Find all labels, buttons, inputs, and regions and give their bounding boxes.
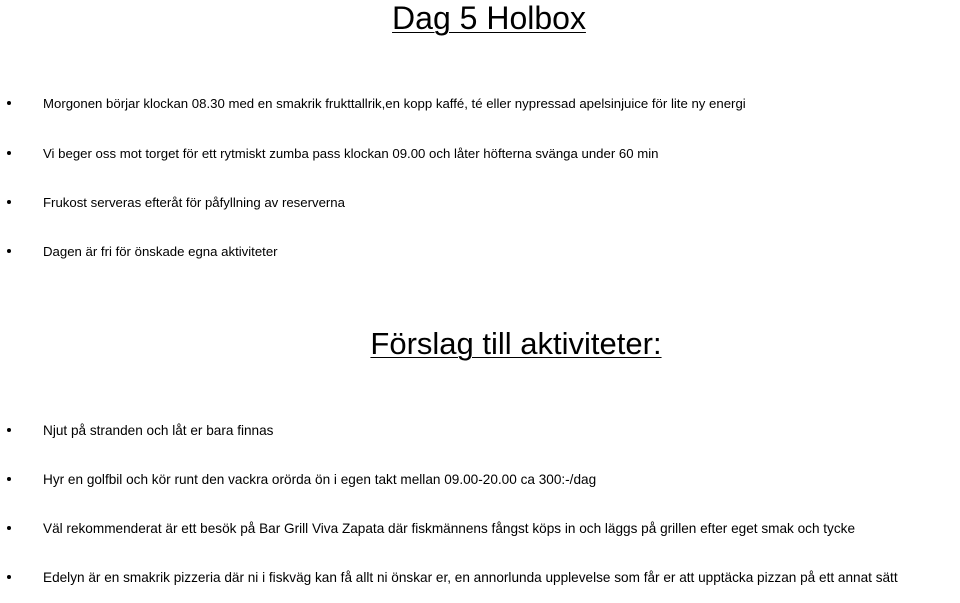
bullet-icon	[7, 200, 11, 204]
page-title: Dag 5 Holbox	[392, 0, 586, 36]
bullet-icon	[7, 101, 11, 105]
list-item-text: Njut på stranden och låt er bara finnas	[43, 423, 274, 438]
list-item-text: Dagen är fri för önskade egna aktiviteter	[43, 244, 278, 259]
section-heading: Förslag till aktiviteter:	[370, 326, 662, 361]
list-item-text: Hyr en golfbil och kör runt den vackra orörda ön i egen takt mellan 09.00-20.00 ca 300:-/dag	[43, 472, 597, 487]
bullet-icon	[7, 249, 11, 253]
bullet-icon	[7, 575, 11, 579]
list-item-text: Edelyn är en smakrik pizzeria där ni i fiskväg kan få allt ni önskar er, en annorlunda upplevelse som får er att upptäcka pizzan på ett annat sätt	[43, 570, 898, 585]
list-item-text: Frukost serveras efteråt för påfyllning av reserverna	[43, 195, 345, 210]
bullet-icon	[7, 428, 11, 432]
bullet-icon	[7, 526, 11, 530]
bullet-icon	[7, 477, 11, 481]
list-item-text: Väl rekommenderat är ett besök på Bar Grill Viva Zapata där fiskmännens fångst köps in och läggs på grillen efter eget smak och tycke	[43, 521, 856, 536]
bullet-icon	[7, 151, 11, 155]
list-item-text: Vi beger oss mot torget för ett rytmiskt zumba pass klockan 09.00 och låter höfterna svänga under 60 min	[43, 146, 659, 161]
list-item-text: Morgonen börjar klockan 08.30 med en smakrik frukttallrik,en kopp kaffé, té eller nypressad apelsinjuice för lite ny energi	[43, 96, 746, 111]
